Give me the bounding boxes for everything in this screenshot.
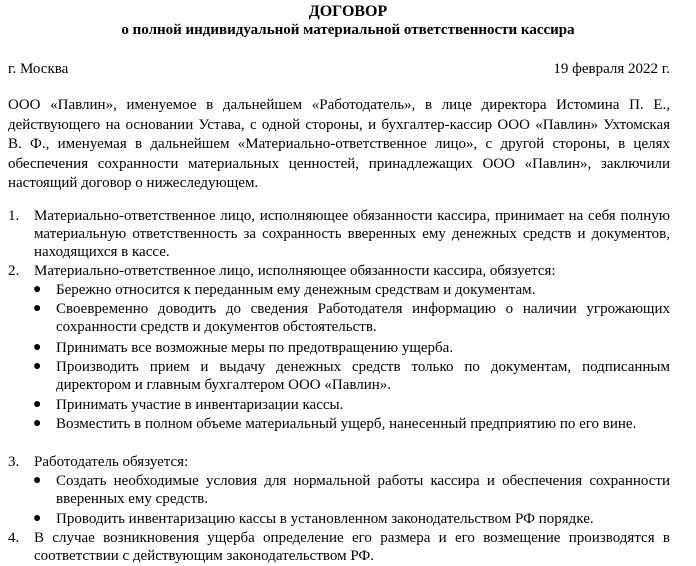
- document-subtitle: о полной индивидуальной материальной ответственности кассира: [121, 22, 575, 38]
- clause-text: Материально-ответственное лицо, исполняющее обязанности кассира, принимает на себя полную материальную ответственность за сохранность вверенных ему денежных средств и документов, находящихся в кассе.: [34, 208, 670, 261]
- intro-paragraph: ООО «Павлин», именуемое в дальнейшем «Работодатель», в лице директора Истомина П. Е., действующего на основании Устава, с одной стороны, и бухгалтер-кассир ООО «Павлин» Ухтомская В. Ф., именуемая в дальнейшем «Материально-ответственное лицо», с другой стороны, в целях обеспечения сохранности материальных ценностей, принадлежащих ООО «Павлин», заключили настоящий договор о нижеследующем.: [8, 97, 670, 192]
- document-title: ДОГОВОР: [308, 3, 388, 20]
- bullet-icon: ●: [33, 340, 42, 355]
- clause-number: 4.: [8, 530, 20, 546]
- bullet-icon: ●: [33, 473, 42, 488]
- list-item-text: Принимать все возможные меры по предотвращению ущерба.: [56, 340, 454, 356]
- list-item-text: Производить прием и выдачу денежных средств только по документам, подписанным директором и главным бухгалтером ООО «Павлин».: [56, 359, 670, 394]
- bullet-icon: ●: [33, 282, 42, 297]
- clause-text: Материально-ответственное лицо, исполняющее обязанности кассира, обязуется:: [34, 263, 556, 279]
- clause-number: 2.: [8, 263, 20, 279]
- bullet-icon: ●: [33, 416, 42, 431]
- contract-date: 19 февраля 2022 г.: [553, 61, 670, 77]
- bullet-icon: ●: [33, 359, 42, 374]
- bullet-icon: ●: [33, 511, 42, 526]
- list-item-text: Создать необходимые условия для нормальной работы кассира и обеспечения сохранности вверенных ему средств.: [56, 473, 670, 508]
- clause-number: 1.: [8, 208, 20, 224]
- bullet-icon: ●: [33, 397, 42, 412]
- clause-text: Работодатель обязуется:: [34, 454, 189, 470]
- city: г. Москва: [8, 61, 69, 77]
- list-item-text: Бережно относится к переданным ему денежным средствам и документам.: [56, 282, 536, 298]
- clause-number: 3.: [8, 454, 20, 470]
- list-item-text: Возместить в полном объеме материальный ущерб, нанесенный предприятию по его вине.: [56, 416, 637, 432]
- list-item-text: Проводить инвентаризацию кассы в установленном законодательством РФ порядке.: [56, 511, 594, 527]
- list-item-text: Принимать участие в инвентаризации кассы.: [56, 397, 344, 413]
- clause-text: В случае возникновения ущерба определение его размера и его возмещение производятся в соответствии с действующим законодательством РФ.: [34, 530, 670, 565]
- bullet-icon: ●: [33, 301, 42, 316]
- list-item-text: Своевременно доводить до сведения Работодателя информацию о наличии угрожающих сохранности средств и документов обстоятельств.: [56, 301, 670, 336]
